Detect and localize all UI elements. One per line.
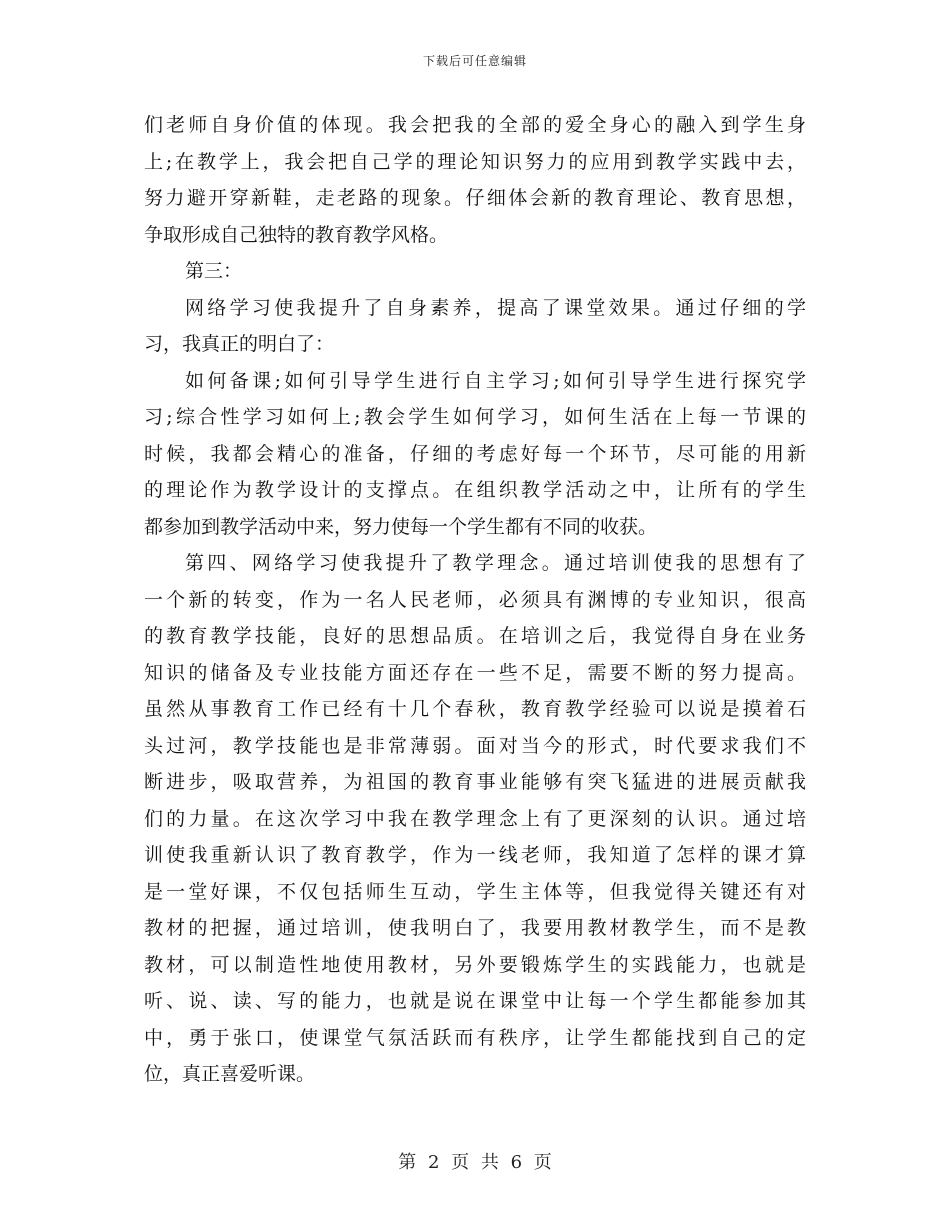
text-line: 断进步，吸取营养，为祖国的教育事业能够有突飞猛进的进展贡献我 [144,771,806,793]
text-line: 习，我真正的明白了： [144,333,335,355]
text-line: 们的力量。在这次学习中我在教学理念上有了更深刻的认识。通过培 [144,807,806,830]
text-line: 都参加到教学活动中来，努力使每一个学生都有不同的收获。 [144,515,658,538]
text-line: 训使我重新认识了教育教学，作为一线老师，我知道了怎样的课才算 [144,844,806,866]
text-line: 的教育教学技能，良好的思想品质。在培训之后，我觉得自身在业务 [144,625,806,647]
text-line: 位，真正喜爱听课。 [144,1063,316,1085]
text-line: 们老师自身价值的体现。我会把我的全部的爱全身心的融入到学生身 [144,114,806,136]
text-line: 听、说、读、写的能力，也就是说在课堂中让每一个学生都能参加其 [144,990,806,1012]
text-line: 努力避开穿新鞋，走老路的现象。仔细体会新的教育理论、教育思想， [144,187,806,209]
page-number: 第 2 页 共 6 页 [398,1152,552,1173]
document-body [144,107,806,1093]
text-line: 习;综合性学习如何上;教会学生如何学习，如何生活在上每一节课的 [144,406,806,428]
text-line: 教材的把握，通过培训，使我明白了，我要用教材教学生，而不是教 [144,917,806,939]
text-line: 知识的储备及专业技能方面还存在一些不足，需要不断的努力提高。 [144,661,806,684]
text-line: 中，勇于张口，使课堂气氛活跃而有秩序，让学生都能找到自己的定 [144,1026,806,1049]
section-heading-third: 第三： [185,260,243,282]
page-header: 下载后可任意编辑 [422,54,527,68]
text-line: 如何备课;如何引导学生进行自主学习;如何引导学生进行探究学 [185,369,806,392]
text-line: 虽然从事教育工作已经有十几个春秋，教育教学经验可以说是摸着石 [144,698,806,720]
text-line: 网络学习使我提升了自身素养，提高了课堂效果。通过仔细的学 [185,296,806,319]
text-line: 一个新的转变，作为一名人民老师，必须具有渊博的专业知识，很高 [144,588,806,611]
text-line: 第四、网络学习使我提升了教学理念。通过培训使我的思想有了 [185,552,806,574]
text-line: 的理论作为教学设计的支撑点。在组织教学活动之中，让所有的学生 [144,479,806,501]
text-line: 争取形成自己独特的教育教学风格。 [144,223,449,246]
text-line: 是一堂好课，不仅包括师生互动，学生主体等，但我觉得关键还有对 [144,880,806,903]
text-line: 教材，可以制造性地使用教材，另外要锻炼学生的实践能力，也就是 [144,953,806,976]
text-line: 时候，我都会精心的准备，仔细的考虑好每一个环节，尽可能的用新 [144,442,806,465]
text-line: 头过河，教学技能也是非常薄弱。面对当今的形式，时代要求我们不 [144,734,806,757]
text-line: 上;在教学上，我会把自己学的理论知识努力的应用到教学实践中去， [144,150,806,173]
